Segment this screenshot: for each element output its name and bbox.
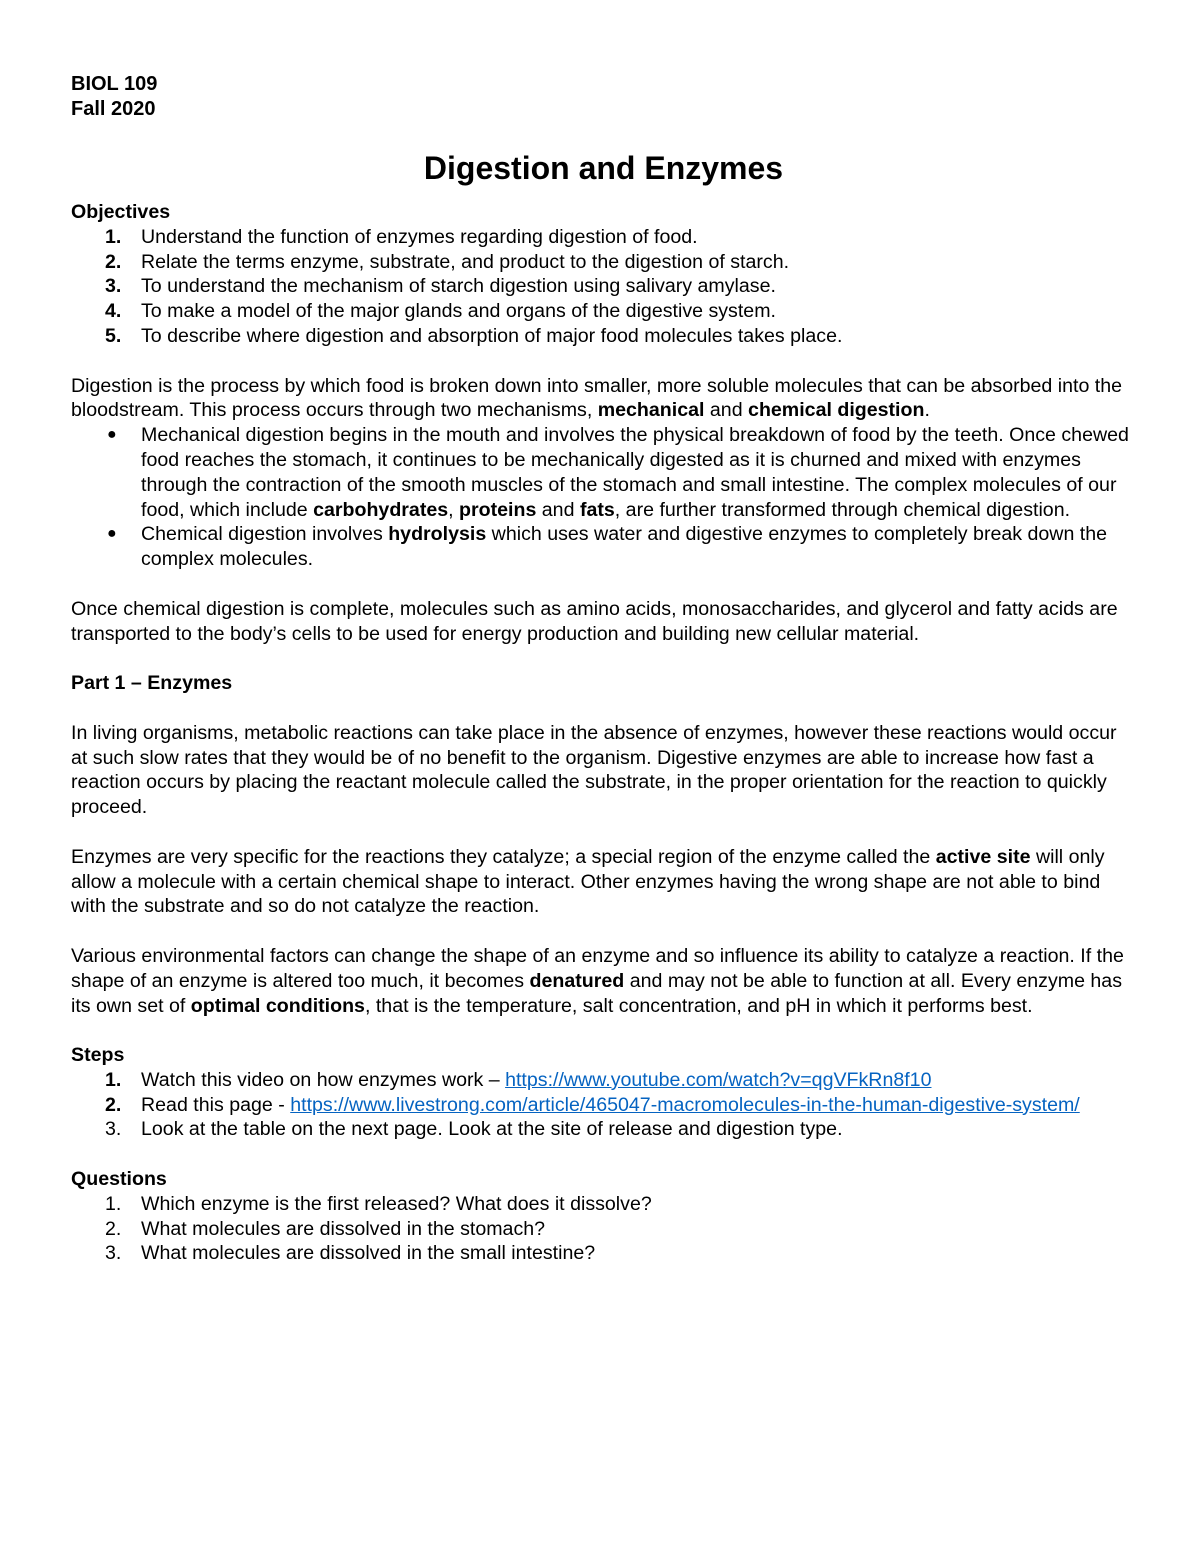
list-item (71, 324, 1136, 349)
term-label: Fall 2020 (71, 98, 156, 120)
list-item (71, 299, 1136, 324)
term-hydrolysis: hydrolysis (388, 523, 487, 546)
absorption-paragraph: Once chemical digestion is complete, molecules such as amino acids, monosaccharides, and glycerol and fatty acids are transported to the body’s cells to be used for energy production and building new cellular material. (71, 597, 1118, 645)
item-number: 3. (105, 1242, 122, 1265)
list-item (71, 225, 1136, 250)
course-label: BIOL 109 (71, 73, 158, 95)
item-number: 1. (105, 1192, 122, 1215)
item-number: 2. (105, 1093, 122, 1116)
list-item (71, 274, 1136, 299)
questions-heading: Questions (71, 1168, 167, 1191)
document-page (71, 72, 1136, 1266)
step-item: 1. Watch this video on how enzymes work – https://www.youtube.com/watch?v=qgVFkRn8f10 (105, 1068, 932, 1091)
item-text: To make a model of the major glands and organs of the digestive system. (141, 300, 776, 323)
question-item: 3. What molecules are dissolved in the small intestine? (105, 1242, 596, 1265)
step-item: 3. Look at the table on the next page. Look at the site of release and digestion type. (105, 1118, 843, 1141)
item-number: 3. (105, 275, 122, 298)
bullet-icon: ● (107, 525, 117, 543)
item-number: 3. (105, 1118, 122, 1141)
item-number: 5. (105, 324, 122, 347)
enzymes-paragraph-1: In living organisms, metabolic reactions can take place in the absence of enzymes, however these reactions would occur at such slow rates that they would be of no benefit to the organism. Digestive enzymes are able to increase how fast a reaction occurs by placing the reactant molecule called the substrate, in the proper orientation for the reaction to quickly proceed. (71, 721, 1117, 819)
step-item: 2. Read this page - https://www.livestrong.com/article/465047-macromolecules-in-the-human-digestive-system/ (105, 1093, 1080, 1116)
digestion-bullets (71, 423, 1136, 572)
bullet-chemical: ● Chemical digestion involves hydrolysis which uses water and digestive enzymes to completely break down the complex molecules. (107, 523, 1108, 571)
term-chemical-digestion: chemical digestion (748, 399, 925, 422)
bullet-icon: ● (107, 426, 117, 444)
term-carbohydrates: carbohydrates (313, 498, 449, 521)
part1-heading: Part 1 – Enzymes (71, 672, 233, 695)
item-number: 2. (105, 1217, 122, 1240)
enzymes-paragraph-2: Enzymes are very specific for the reactions they catalyze; a special region of the enzyme called the active site will only allow a molecule with a certain chemical shape to interact. Other enzymes having the wrong shape are not able to bind with the substrate and so do not catalyze the reaction. (71, 845, 1105, 918)
item-number: 4. (105, 300, 122, 323)
steps-list (71, 1068, 1136, 1142)
youtube-link[interactable]: https://www.youtube.com/watch?v=qgVFkRn8f10 (505, 1068, 932, 1091)
objectives-list (71, 225, 1136, 349)
item-text: To describe where digestion and absorption of major food molecules takes place. (141, 324, 843, 347)
term-optimal-conditions: optimal conditions (190, 994, 365, 1017)
objectives-heading: Objectives (71, 201, 171, 223)
item-text: Relate the terms enzyme, substrate, and product to the digestion of starch. (141, 250, 790, 273)
term-active-site: active site (935, 845, 1031, 868)
page-title: Digestion and Enzymes (423, 150, 784, 186)
bullet-mechanical: ● Mechanical digestion begins in the mouth and involves the physical breakdown of food by the teeth. Once chewed food reaches the stomach, it continues to be mechanically digested as it is churned and mixed with enzymes through the contraction of the smooth muscles of the stomach and small intestine. The complex molecules of our food, which include carbohydrates, proteins and fats, are further transformed through chemical digestion. (107, 424, 1129, 521)
item-text: Understand the function of enzymes regarding digestion of food. (141, 225, 698, 248)
item-number: 1. (105, 225, 122, 248)
term-mechanical: mechanical (597, 399, 705, 422)
term-proteins: proteins (459, 498, 537, 521)
livestrong-link[interactable]: https://www.livestrong.com/article/465047-macromolecules-in-the-human-digestive-system/ (290, 1093, 1080, 1116)
question-item: 1. Which enzyme is the first released? What does it dissolve? (105, 1192, 652, 1215)
questions-list (71, 1192, 1136, 1266)
steps-heading: Steps (71, 1044, 125, 1067)
list-item (71, 250, 1136, 275)
term-denatured: denatured (529, 969, 625, 992)
item-number: 1. (105, 1068, 122, 1091)
enzymes-paragraph-3: Various environmental factors can change the shape of an enzyme and so influence its ability to catalyze a reaction. If the shape of an enzyme is altered too much, it becomes denatured and may not be able to function at all. Every enzyme has its own set of optimal conditions, that is the temperature, salt concentration, and pH in which it performs best. (71, 944, 1124, 1017)
item-text: To understand the mechanism of starch digestion using salivary amylase. (141, 275, 776, 298)
intro-paragraph: Digestion is the process by which food is broken down into smaller, more soluble molecules that can be absorbed into the bloodstream. This process occurs through two mechanisms, mechanical and chemical digestion. (71, 374, 1123, 422)
term-fats: fats (579, 498, 615, 521)
question-item: 2. What molecules are dissolved in the stomach? (105, 1217, 546, 1240)
item-number: 2. (105, 250, 122, 273)
